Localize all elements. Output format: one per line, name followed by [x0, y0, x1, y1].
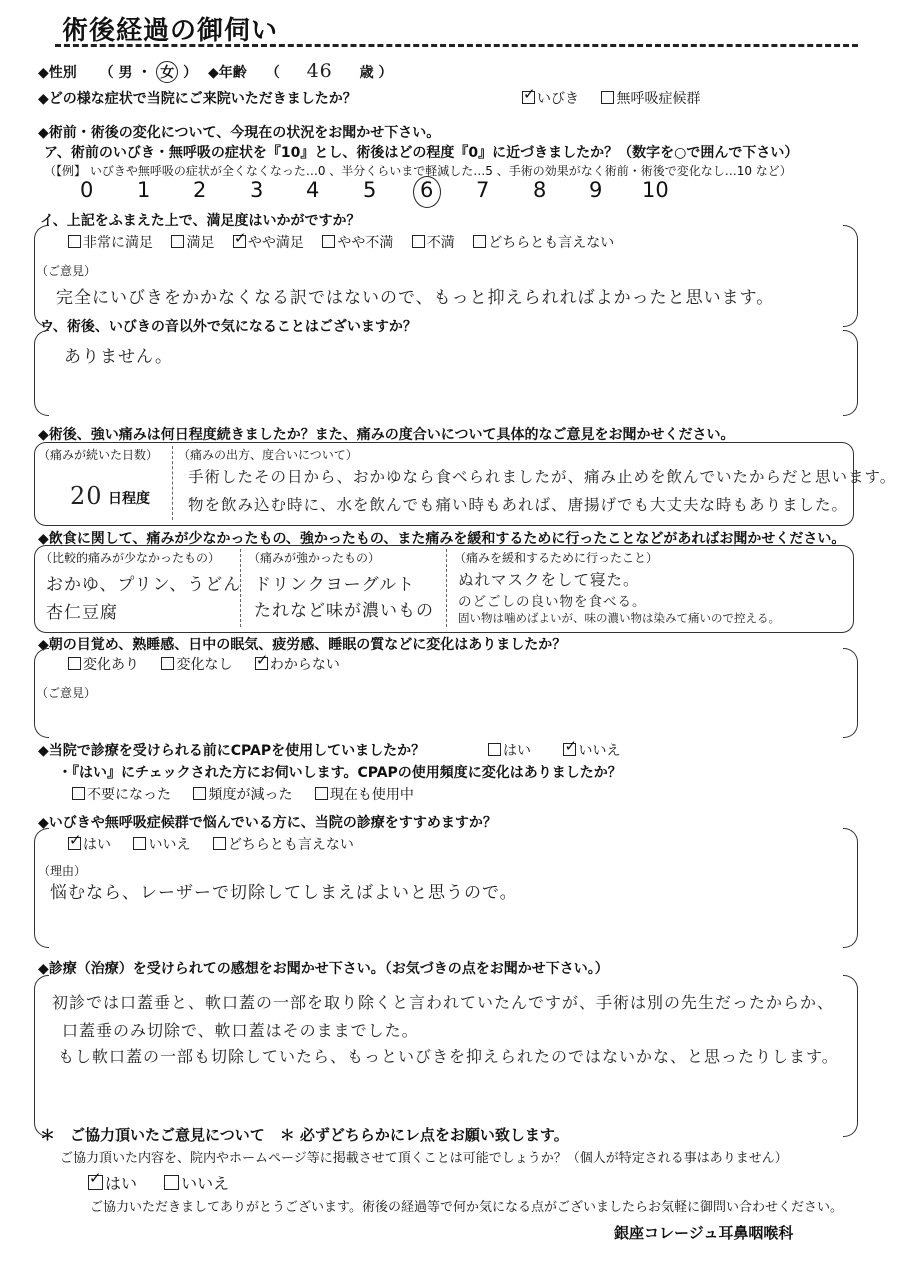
q10-question: ◆診療（治療）を受けられての感想をお聞かせ下さい。（お気づきの点をお聞かせ下さい。）: [38, 961, 609, 977]
option-recommend-neither: どちらとも言えない: [227, 837, 354, 853]
checkbox-somewhat-dissatisfied[interactable]: [322, 235, 335, 248]
checkbox-dissatisfied[interactable]: [412, 235, 425, 248]
scale-1[interactable]: 1: [137, 178, 151, 202]
q2-question: ◆術前・術後の変化について、今現在の状況をお聞かせ下さい。: [38, 125, 441, 141]
q3-opinion-label: （ご意見）: [36, 264, 97, 278]
option-changed: 変化あり: [83, 657, 139, 673]
scale-2[interactable]: 2: [193, 178, 207, 202]
checkbox-neither[interactable]: [473, 235, 486, 248]
q10-line3[interactable]: もし軟口蓋の一部も切除していたら、もっといびきを抑えられたのではないかな、と思ったりします。: [58, 1047, 839, 1066]
scale-10[interactable]: 10: [642, 178, 669, 202]
age-value[interactable]: 46: [306, 60, 333, 82]
checkbox-satisfied[interactable]: [171, 235, 184, 248]
scale-0[interactable]: 0: [80, 178, 94, 202]
scale-7[interactable]: 7: [476, 178, 490, 202]
footer-options: [88, 1171, 229, 1194]
option-cpap-unneeded: 不要になった: [87, 787, 171, 803]
q7-bracket-right: [843, 648, 858, 738]
checkbox-cpap-no[interactable]: [563, 743, 576, 756]
q6-question: ◆飲食に関して、痛みが少なかったもの、強かったもの、また痛みを緩和するために行ったことなどがあればお聞かせください。: [38, 531, 846, 547]
scale-9[interactable]: 9: [589, 178, 603, 202]
q9-bracket-right: [843, 828, 858, 948]
q8-subquestion: ・『はい』にチェックされた方にお伺いします。CPAPの使用頻度に変化はありましたか？: [58, 765, 622, 781]
sex-open: （: [99, 65, 114, 81]
scale-6[interactable]: 6: [420, 178, 434, 202]
q9-bracket-left: [34, 828, 49, 948]
age-close: ）: [378, 65, 393, 81]
q7-question: ◆朝の目覚め、熟睡感、日中の眠気、疲労感、睡眠の質などに変化はありましたか？: [38, 637, 567, 653]
q8-sub-options: [72, 784, 414, 804]
q6-divider-1: [240, 549, 241, 627]
q6-col3-line3[interactable]: 固い物は噛めばよいが、味の濃い物は染みて痛いので控える。: [458, 611, 780, 625]
checkbox-cpap-unneeded[interactable]: [72, 787, 85, 800]
footer-question: ご協力頂いた内容を、院内やホームページ等に掲載させて頂くことは可能でしょうか？（個人が特定される事はありません）: [60, 1151, 788, 1166]
q9-options: [68, 834, 354, 854]
q7-opinion-label: （ご意見）: [36, 686, 97, 700]
sex-sep: ・: [137, 65, 152, 81]
q2-subquestion: ア、術前のいびき・無呼吸の症状を『10』とし、術後はどの程度『0』に近づきましたか？（数字を○で囲んで下さい）: [44, 145, 799, 161]
sex-close: ）: [183, 65, 198, 81]
option-satisfied: 満足: [186, 235, 215, 251]
option-publish-yes: はい: [105, 1174, 138, 1193]
option-recommend-no: いいえ: [148, 837, 191, 853]
checkbox-unchanged[interactable]: [161, 657, 174, 670]
option-cpap-reduced: 頻度が減った: [208, 787, 293, 803]
sex-age-row: [38, 60, 393, 83]
q5-detail-label: （痛みの出方、度合いについて）: [178, 448, 358, 462]
option-apnea: 無呼吸症候群: [616, 91, 701, 107]
q4-question: ウ、術後、いびきの音以外で気になることはございますか？: [40, 319, 417, 335]
option-neither: どちらとも言えない: [488, 235, 615, 251]
q9-question: ◆いびきや無呼吸症候群で悩んでいる方に、当院の診療をすすめますか？: [38, 815, 497, 831]
q5-days-unit: 日程度: [108, 491, 150, 507]
q8-options: [488, 740, 620, 760]
checkbox-cpap-still[interactable]: [315, 787, 328, 800]
q4-bracket-right: [843, 330, 858, 416]
q5-question: ◆術後、強い痛みは何日程度続きましたか？また、痛みの度合いについて具体的なご意見をお聞かせください。: [38, 427, 735, 443]
q3-opinion[interactable]: 完全にいびきをかかなくなる訳ではないので、もっと抑えられればよかったと思います。: [56, 288, 775, 308]
title-divider: [55, 44, 858, 47]
clinic-name: 銀座コレージュ耳鼻咽喉科: [614, 1224, 794, 1242]
page-title: 術後経過の御伺い: [62, 16, 279, 46]
option-cpap-still: 現在も使用中: [329, 787, 414, 803]
q9-reason-label: （理由）: [38, 864, 87, 878]
option-very-satisfied: 非常に満足: [83, 235, 153, 251]
checkbox-unknown[interactable]: [255, 657, 268, 670]
q6-col3-line1[interactable]: ぬれマスクをして寝た。: [458, 571, 640, 589]
improvement-scale: [80, 178, 680, 208]
q10-line1[interactable]: 初診では口蓋垂と、軟口蓋の一部を取り除くと言われていたんですが、手術は別の先生だったからか、: [52, 993, 835, 1012]
scale-3[interactable]: 3: [250, 178, 264, 202]
q6-col1-line2[interactable]: 杏仁豆腐: [46, 603, 118, 623]
option-cpap-yes: はい: [503, 743, 531, 759]
checkbox-publish-no[interactable]: [164, 1175, 179, 1190]
age-label: ◆年齢: [208, 65, 247, 81]
q6-divider-2: [446, 549, 447, 627]
q5-divider: [172, 446, 173, 520]
q3-question: イ、上記をふまえた上で、満足度はいかがですか？: [40, 213, 361, 229]
q6-col2-line2[interactable]: たれなど味が濃いもの: [254, 601, 434, 621]
q6-col3-label: （痛みを緩和するために行ったこと）: [454, 551, 659, 565]
q1-options: [522, 88, 700, 108]
q10-line2[interactable]: 口蓋垂のみ切除で、軟口蓋はそのままでした。: [62, 1021, 419, 1040]
q6-col1-label: （比較的痛みが少なかったもの）: [40, 551, 221, 565]
sex-option-male[interactable]: 男: [118, 65, 133, 81]
q9-reason[interactable]: 悩むなら、レーザーで切除してしまえばよいと思うので。: [50, 883, 518, 903]
option-cpap-no: いいえ: [578, 743, 621, 759]
q6-col2-label: （痛みが強かったもの）: [248, 551, 381, 565]
q5-days-label: （痛みが続いた日数）: [38, 448, 159, 462]
age-unit: 歳: [359, 65, 374, 81]
q4-answer[interactable]: ありません。: [64, 347, 174, 367]
q4-bracket-left: [34, 330, 49, 416]
checkbox-apnea[interactable]: [601, 91, 614, 104]
q10-bracket-left: [34, 975, 49, 1137]
footer-thanks: ご協力いただきましてありがとうございます。術後の経過等で何か気になる点がございましたらお気軽に御問い合わせください。: [90, 1200, 843, 1215]
option-dissatisfied: 不満: [426, 235, 455, 251]
checkbox-very-satisfied[interactable]: [68, 235, 81, 248]
option-somewhat-satisfied: やや満足: [247, 235, 304, 251]
footer-notice: ＊ ご協力頂いたご意見について ＊ 必ずどちらかにレ点をお願い致します。: [40, 1126, 569, 1144]
scale-8[interactable]: 8: [533, 178, 547, 202]
checkbox-snoring[interactable]: [522, 91, 535, 104]
q3-bracket-right: [843, 225, 858, 327]
checkbox-recommend-neither[interactable]: [213, 837, 226, 850]
option-recommend-yes: はい: [83, 837, 111, 853]
checkbox-publish-yes[interactable]: [88, 1175, 103, 1190]
q6-col2-line1[interactable]: ドリンクヨーグルト: [254, 575, 416, 595]
checkbox-changed[interactable]: [68, 657, 81, 670]
option-unknown: わからない: [269, 657, 340, 673]
q6-col1-line1[interactable]: おかゆ、プリン、うどん: [46, 575, 242, 595]
checkbox-cpap-reduced[interactable]: [193, 787, 206, 800]
option-somewhat-dissatisfied: やや不満: [337, 235, 394, 251]
option-snoring: いびき: [537, 91, 579, 107]
scale-4[interactable]: 4: [306, 178, 320, 202]
q5-days-value[interactable]: 20: [70, 482, 103, 510]
scale-5[interactable]: 5: [363, 178, 377, 202]
q10-bracket-right: [843, 975, 858, 1137]
sex-option-female[interactable]: 女: [156, 61, 178, 83]
age-open: （: [265, 65, 280, 81]
checkbox-somewhat-satisfied[interactable]: [233, 235, 246, 248]
q7-options: [68, 654, 340, 674]
sex-label: ◆性別: [38, 65, 77, 81]
option-publish-no: いいえ: [181, 1174, 230, 1193]
checkbox-recommend-no[interactable]: [133, 837, 146, 850]
q3-options: [68, 232, 614, 252]
q6-col3-line2[interactable]: のどごしの良い物を食べる。: [458, 594, 647, 610]
checkbox-cpap-yes[interactable]: [488, 743, 501, 756]
q1-question: ◆どの様な症状で当院にご来院いただきましたか？: [38, 91, 357, 107]
q5-detail-line1[interactable]: 手術したその日から、おかゆなら食べられましたが、痛み止めを飲んでいたからだと思います。: [188, 468, 897, 486]
q2-example: （【例】 いびきや無呼吸の症状が全くなくなった…0 、半分くらいまで軽減した…5 、手術の効果がなく術前・術後で変化なし…10 など）: [44, 164, 792, 178]
q8-question: ◆当院で診療を受けられる前にCPAPを使用していましたか？: [38, 743, 426, 759]
q5-detail-line2[interactable]: 物を飲み込む時に、水を飲んでも痛い時もあれば、唐揚げでも大丈夫な時もありました。: [188, 496, 849, 514]
option-unchanged: 変化なし: [176, 657, 233, 673]
checkbox-recommend-yes[interactable]: [68, 837, 81, 850]
